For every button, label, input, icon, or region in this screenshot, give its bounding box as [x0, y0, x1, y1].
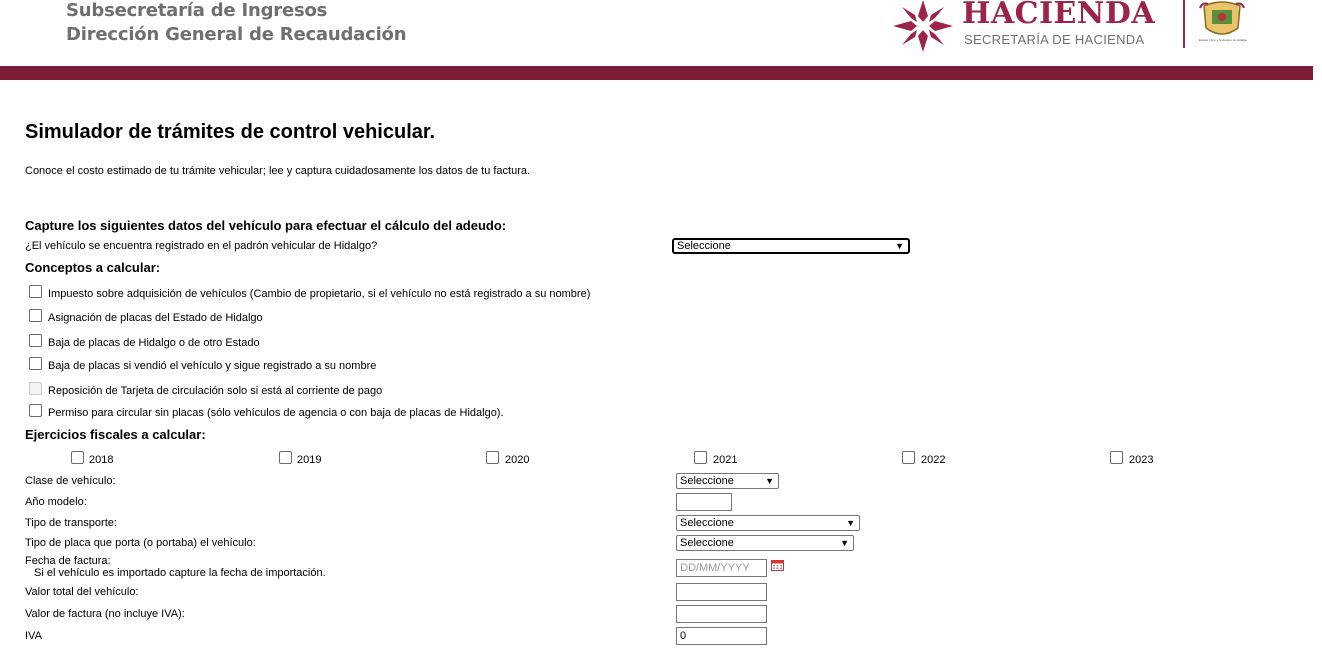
year-checkbox-2020[interactable]: [486, 451, 499, 464]
fecha-input[interactable]: [676, 559, 767, 577]
header-divider: [1183, 0, 1185, 48]
year-checkbox-2021[interactable]: [694, 451, 707, 464]
page-header: [0, 0, 1322, 66]
header-subsecretaria: Subsecretaría de Ingresos: [66, 0, 328, 21]
year-checkbox-2023[interactable]: [1110, 451, 1123, 464]
brand-secretaria: SECRETARÍA DE HACIENDA: [964, 32, 1145, 47]
concepto-label: Baja de placas de Hidalgo o de otro Estado: [48, 337, 260, 349]
concepto-label: Reposición de Tarjeta de circulación solo si está al corriente de pago: [48, 385, 383, 397]
concepto-checkbox-reposicion: [29, 382, 42, 395]
anio-input[interactable]: [676, 493, 732, 511]
year-checkbox-2022[interactable]: [902, 451, 915, 464]
transporte-select-value: Seleccione: [680, 517, 734, 529]
intro-text: Conoce el costo estimado de tu trámite vehicular; lee y captura cuidadosamente los datos de tu factura.: [25, 165, 531, 177]
valor-total-label: Valor total del vehículo:: [25, 586, 139, 598]
crest-caption: Estado Libre y Soberano de Hidalgo: [1198, 38, 1248, 42]
concepto-label: Baja de placas si vendió el vehículo y sigue registrado a su nombre: [48, 360, 377, 372]
year-checkbox-2019[interactable]: [279, 451, 292, 464]
iva-label: IVA: [25, 630, 42, 642]
year-label: 2021: [713, 454, 738, 466]
scroll-area: [1313, 66, 1322, 652]
year-label: 2018: [89, 454, 114, 466]
iva-value: 0: [680, 630, 687, 642]
header-band: [0, 66, 1313, 80]
year-label: 2020: [505, 454, 530, 466]
placa-select[interactable]: [676, 535, 854, 551]
clase-label: Clase de vehículo:: [25, 475, 116, 487]
concepto-checkbox-permiso[interactable]: [29, 404, 42, 417]
conceptos-heading: Conceptos a calcular:: [25, 260, 161, 275]
concepto-label: Impuesto sobre adquisición de vehículos (Cambio de propietario, si el vehículo no está registrado a su nombre): [48, 288, 591, 300]
header-direccion: Dirección General de Recaudación: [66, 24, 407, 45]
fecha-note: Si el vehículo es importado capture la fecha de importación.: [34, 567, 326, 579]
chevron-down-icon: ▼: [846, 518, 855, 528]
year-label: 2022: [921, 454, 946, 466]
ejercicios-heading: Ejercicios fiscales a calcular:: [25, 427, 206, 442]
year-label: 2019: [297, 454, 322, 466]
concepto-label: Permiso para circular sin placas (sólo vehículos de agencia o con baja de placas de Hidalgo).: [48, 407, 504, 419]
calendar-icon[interactable]: [771, 559, 784, 571]
registered-question: ¿El vehículo se encuentra registrado en el padrón vehicular de Hidalgo?: [25, 240, 378, 252]
registered-select[interactable]: [672, 238, 910, 254]
iva-input[interactable]: [676, 627, 767, 645]
concepto-checkbox-isan[interactable]: [29, 285, 42, 298]
concepto-checkbox-asignacion[interactable]: [29, 309, 42, 322]
clase-select[interactable]: [676, 473, 779, 489]
valor-factura-input[interactable]: [676, 605, 767, 623]
fecha-label: Fecha de factura:: [25, 555, 111, 567]
brand-hacienda: HACIENDA: [962, 0, 1156, 31]
year-checkbox-2018[interactable]: [71, 451, 84, 464]
chevron-down-icon: ▼: [765, 476, 774, 486]
concepto-checkbox-baja-vendido[interactable]: [29, 357, 42, 370]
valor-total-input[interactable]: [676, 583, 767, 601]
anio-label: Año modelo:: [25, 496, 87, 508]
capture-heading: Capture los siguientes datos del vehículo para efectuar el cálculo del adeudo:: [25, 218, 507, 233]
year-label: 2023: [1129, 454, 1154, 466]
transporte-select[interactable]: [676, 515, 860, 531]
valor-factura-label: Valor de factura (no incluye IVA):: [25, 608, 185, 620]
page-title: Simulador de trámites de control vehicular.: [25, 121, 436, 143]
transporte-label: Tipo de transporte:: [25, 517, 117, 529]
chevron-down-icon: ▼: [895, 241, 904, 251]
hacienda-star-logo-icon: [892, 0, 954, 52]
clase-select-value: Seleccione: [680, 475, 734, 487]
concepto-checkbox-baja[interactable]: [29, 334, 42, 347]
placa-select-value: Seleccione: [680, 537, 734, 549]
placa-label: Tipo de placa que porta (o portaba) el vehículo:: [25, 537, 256, 549]
concepto-label: Asignación de placas del Estado de Hidalgo: [48, 312, 263, 324]
registered-select-value: Seleccione: [677, 240, 731, 252]
fecha-placeholder: DD/MM/YYYY: [680, 562, 750, 574]
chevron-down-icon: ▼: [840, 538, 849, 548]
hidalgo-crest-logo-icon: [1198, 0, 1246, 52]
